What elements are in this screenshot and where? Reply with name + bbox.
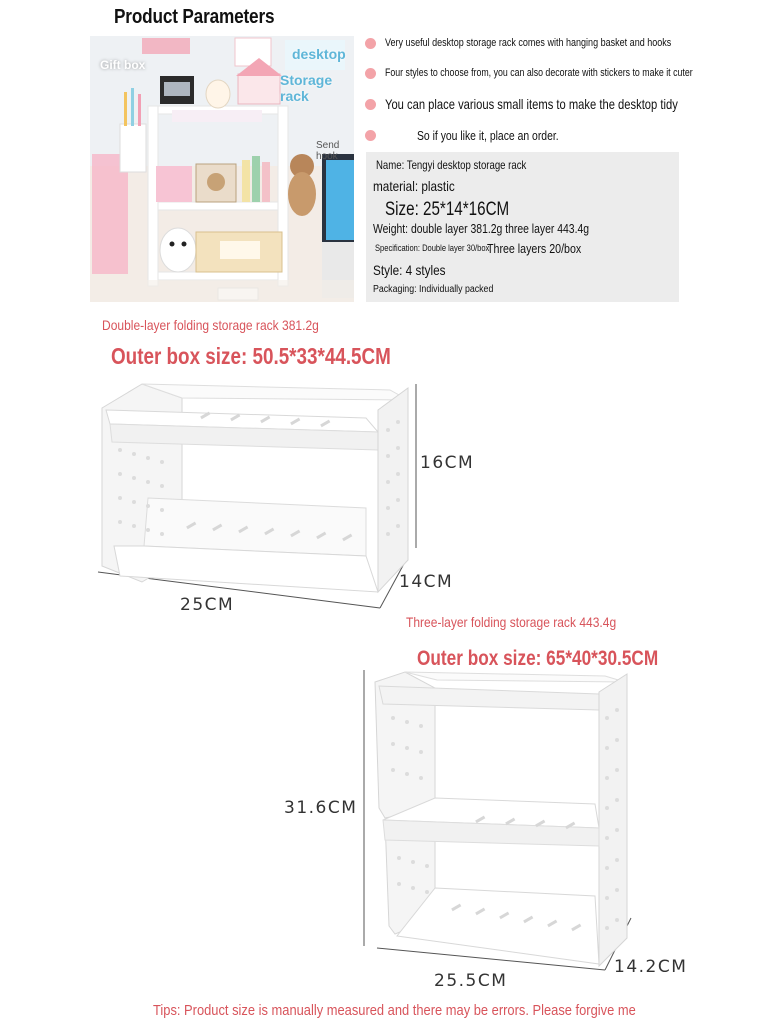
- spec-specification-double: Specification: Double layer 30/box: [375, 243, 490, 253]
- spec-material: material: plastic: [373, 178, 455, 194]
- double-layer-rack-drawing: [90, 370, 430, 615]
- feature-item: Four styles to choose from, you can also decorate with stickers to make it cuter: [365, 67, 768, 79]
- three-layer-title: Three-layer folding storage rack 443.4g: [406, 614, 617, 630]
- spec-size: Size: 25*14*16CM: [385, 199, 510, 220]
- double-height-label: 16CM: [420, 453, 475, 473]
- three-height-label: 31.6CM: [284, 798, 358, 818]
- three-depth-label: 14.2CM: [614, 957, 688, 977]
- bullet-dot-icon: [365, 68, 376, 79]
- spec-packaging: Packaging: Individually packed: [373, 284, 494, 295]
- page-title: Product Parameters: [114, 6, 275, 28]
- send-hook-label: Send hook: [316, 140, 340, 162]
- gift-box-label: Gift box: [100, 58, 146, 72]
- bullet-dot-icon: [365, 99, 376, 110]
- bullet-dot-icon: [365, 38, 376, 49]
- feature-item: So if you like it, place an order.: [365, 128, 594, 143]
- spec-weight: Weight: double layer 381.2g three layer 443.4g: [373, 221, 590, 236]
- feature-item: You can place various small items to make the desktop tidy: [365, 96, 751, 112]
- feature-item: Very useful desktop storage rack comes with hanging basket and hooks: [365, 37, 734, 49]
- three-layer-rack-drawing: [355, 668, 640, 986]
- double-layer-outer-box: Outer box size: 50.5*33*44.5CM: [111, 343, 391, 369]
- three-layer-outer-box: Outer box size: 65*40*30.5CM: [417, 647, 659, 670]
- spec-name: Name: Tengyi desktop storage rack: [376, 158, 527, 172]
- bullet-dot-icon: [365, 130, 376, 141]
- double-layer-title: Double-layer folding storage rack 381.2g: [102, 317, 319, 333]
- double-width-label: 25CM: [180, 595, 235, 615]
- double-depth-label: 14CM: [399, 572, 454, 592]
- three-width-label: 25.5CM: [434, 971, 508, 991]
- desktop-label: desktop: [292, 46, 346, 62]
- product-photo: [90, 36, 354, 302]
- spec-style: Style: 4 styles: [373, 262, 446, 278]
- storage-rack-label: Storage rack: [280, 72, 333, 104]
- tips-note: Tips: Product size is manually measured and there may be errors. Please forgive me: [153, 1002, 636, 1019]
- spec-table: [366, 152, 679, 302]
- spec-specification-three: Three layers 20/box: [487, 241, 582, 256]
